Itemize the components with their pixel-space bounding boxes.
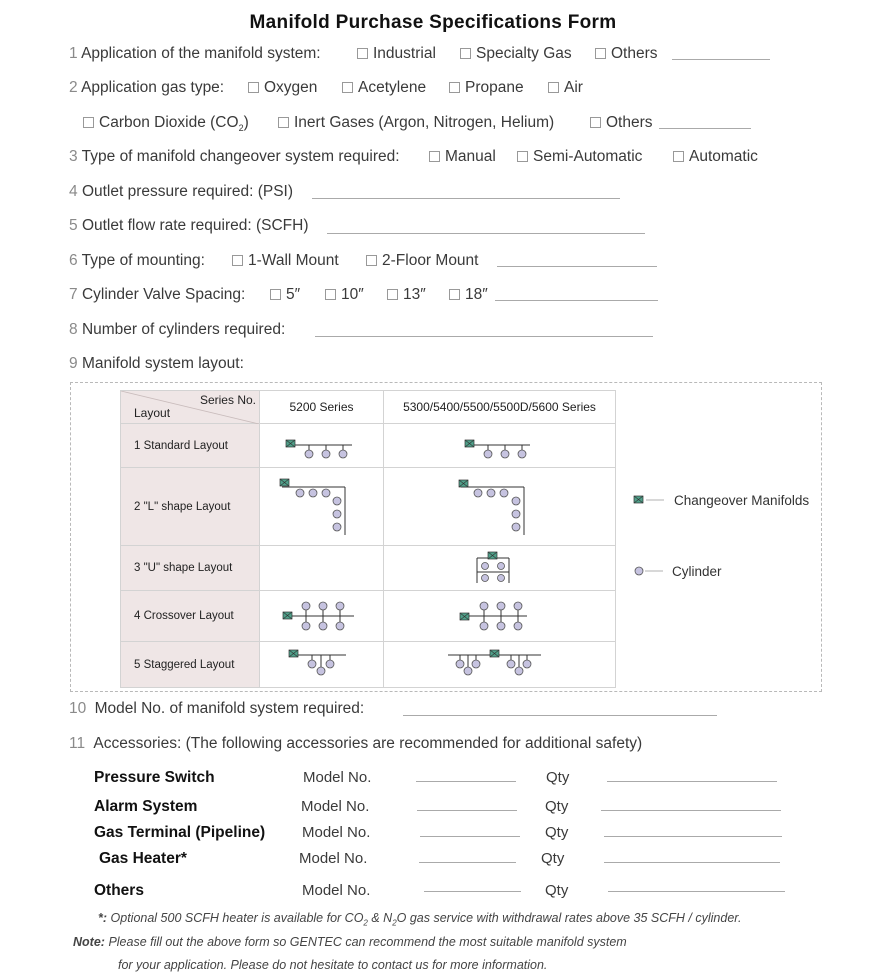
question-label: Outlet flow rate required: (SCFH) <box>81 217 309 234</box>
question-8 <box>69 321 285 339</box>
question-10 <box>69 700 364 718</box>
checkbox[interactable] <box>590 117 601 128</box>
question-number: 6 <box>69 252 78 269</box>
cylinder-icon <box>632 565 668 577</box>
l-shape-layout-icon <box>260 468 383 545</box>
accessory-gas-terminal: Gas Terminal (Pipeline) <box>94 824 266 841</box>
question-number: 3 <box>69 148 78 165</box>
others-fill-line[interactable] <box>672 59 770 60</box>
standard-layout-icon <box>384 424 615 467</box>
others-model-field[interactable] <box>424 891 521 892</box>
diagram-5300-l-shape <box>384 468 616 546</box>
crossover-layout-icon <box>384 591 615 641</box>
question-label: Application of the manifold system: <box>81 45 321 62</box>
checkbox[interactable] <box>429 151 440 162</box>
table-row <box>121 424 616 468</box>
accessory-gas-heater: Gas Heater* <box>99 850 187 867</box>
diagram-5200-crossover <box>260 591 384 642</box>
option-industrial[interactable]: Industrial <box>357 45 436 63</box>
table-row <box>121 468 616 546</box>
outlet-flow-field[interactable] <box>327 233 645 234</box>
diagram-5200-staggered <box>260 642 384 688</box>
pressure-switch-qty-field[interactable] <box>607 781 777 782</box>
question-9 <box>69 355 244 373</box>
question-4 <box>69 183 293 201</box>
col-5200-header: 5200 Series <box>260 391 384 424</box>
diagram-5300-staggered <box>384 642 616 688</box>
cylinders-field[interactable] <box>315 336 653 337</box>
crossover-layout-icon <box>260 591 383 641</box>
gas-heater-qty-field[interactable] <box>604 862 780 863</box>
row-label: 5 Staggered Layout <box>121 642 260 688</box>
checkbox[interactable] <box>232 255 243 266</box>
outlet-pressure-field[interactable] <box>312 198 620 199</box>
question-label: Application gas type: <box>81 79 225 96</box>
corner-cell <box>121 391 260 424</box>
staggered-layout-icon <box>384 642 615 687</box>
alarm-system-model-field[interactable] <box>417 810 517 811</box>
staggered-layout-icon <box>260 642 383 687</box>
question-label: Cylinder Valve Spacing: <box>81 286 246 303</box>
diagram-5300-crossover <box>384 591 616 642</box>
model-no-label: Model No. <box>299 850 368 867</box>
changeover-manifold-icon <box>632 494 668 506</box>
model-number-field[interactable] <box>403 715 717 716</box>
option-propane[interactable]: Propane <box>449 79 524 97</box>
question-label: Number of cylinders required: <box>81 321 286 338</box>
qty-label: Qty <box>546 769 570 786</box>
model-no-label: Model No. <box>302 824 371 841</box>
model-no-label: Model No. <box>303 769 372 786</box>
checkbox[interactable] <box>248 82 259 93</box>
u-shape-layout-icon <box>384 546 615 590</box>
option-spacing-13[interactable]: 13″ <box>387 286 426 304</box>
checkbox[interactable] <box>342 82 353 93</box>
qty-label: Qty <box>541 850 565 867</box>
question-number: 8 <box>69 321 78 338</box>
layout-table <box>120 390 616 688</box>
checkbox[interactable] <box>357 48 368 59</box>
others-qty-field[interactable] <box>608 891 785 892</box>
col-5300-header: 5300/5400/5500/5500D/5600 Series <box>384 391 616 424</box>
question-7 <box>69 286 245 304</box>
question-label: Type of manifold changeover system required: <box>81 148 400 165</box>
question-label: Accessories: (The following accessories are recommended for additional safety) <box>93 735 643 752</box>
table-header-row <box>121 391 616 424</box>
diagram-5200-u-shape <box>260 546 384 591</box>
question-5 <box>69 217 308 235</box>
model-no-label: Model No. <box>301 798 370 815</box>
row-label: 3 "U" shape Layout <box>121 546 260 591</box>
mounting-fill-line[interactable] <box>497 266 657 267</box>
question-3 <box>69 148 400 166</box>
checkbox[interactable] <box>595 48 606 59</box>
gas-terminal-qty-field[interactable] <box>604 836 782 837</box>
row-label: 4 Crossover Layout <box>121 591 260 642</box>
question-number: 9 <box>69 355 78 372</box>
question-number: 7 <box>69 286 78 303</box>
question-number: 1 <box>69 45 78 62</box>
question-11 <box>69 735 642 753</box>
checkbox[interactable] <box>548 82 559 93</box>
table-row <box>121 591 616 642</box>
corner-layout-label: Layout <box>134 406 171 420</box>
l-shape-layout-icon <box>384 468 615 545</box>
checkbox[interactable] <box>366 255 377 266</box>
question-number: 10 <box>69 700 87 717</box>
accessory-alarm-system: Alarm System <box>94 798 198 815</box>
question-2 <box>69 79 224 97</box>
legend-changeover-label: Changeover Manifolds <box>674 493 810 508</box>
question-label: Outlet pressure required: (PSI) <box>81 183 293 200</box>
checkbox[interactable] <box>449 82 460 93</box>
note-line-2: for your application. Please do not hesitate to contact us for more information. <box>118 958 548 972</box>
table-row <box>121 642 616 688</box>
checkbox[interactable] <box>83 117 94 128</box>
option-carbon-dioxide[interactable]: Carbon Dioxide $(CO_2)$ <box>83 114 249 133</box>
corner-series-label: Series No. <box>199 393 256 407</box>
option-acetylene[interactable]: Acetylene <box>342 79 426 97</box>
diagram-5200-l-shape <box>260 468 384 546</box>
qty-label: Qty <box>545 882 569 899</box>
spacing-fill-line[interactable] <box>495 300 658 301</box>
option-floor-mount[interactable]: 2-Floor Mount <box>366 252 478 270</box>
diagram-5200-standard <box>260 424 384 468</box>
row-label: 1 Standard Layout <box>121 424 260 468</box>
checkbox[interactable] <box>387 289 398 300</box>
checkbox[interactable] <box>270 289 281 300</box>
legend-cylinder-label: Cylinder <box>672 564 722 579</box>
question-number: 2 <box>69 79 78 96</box>
option-others[interactable]: Others <box>595 45 658 63</box>
question-label: Manifold system layout: <box>81 355 244 372</box>
option-others-gas[interactable]: Others <box>590 114 653 132</box>
question-label: Model No. of manifold system required: <box>94 700 365 717</box>
qty-label: Qty <box>545 824 569 841</box>
model-no-label: Model No. <box>302 882 371 899</box>
checkbox[interactable] <box>460 48 471 59</box>
option-spacing-18[interactable]: 18″ <box>449 286 488 304</box>
question-label: Type of mounting: <box>81 252 205 269</box>
diagram-5300-u-shape <box>384 546 616 591</box>
qty-label: Qty <box>545 798 569 815</box>
option-semi-automatic[interactable]: Semi-Automatic <box>517 148 642 166</box>
option-air[interactable]: Air <box>548 79 583 97</box>
checkbox[interactable] <box>449 289 460 300</box>
question-1 <box>69 45 321 63</box>
gas-terminal-model-field[interactable] <box>420 836 520 837</box>
others-gas-fill-line[interactable] <box>659 128 751 129</box>
form-title: Manifold Purchase Specifications Form <box>249 12 617 33</box>
pressure-switch-model-field[interactable] <box>416 781 516 782</box>
diagram-5300-standard <box>384 424 616 468</box>
option-oxygen[interactable]: Oxygen <box>248 79 317 97</box>
option-specialty-gas[interactable]: Specialty Gas <box>460 45 572 63</box>
heater-footnote: *: Optional 500 SCFH heater is available for $CO_2$ & $N_2O$ gas service with withdrawal rates above 35 SCFH / cylinder. <box>98 911 742 928</box>
option-inert-gases[interactable]: Inert Gases (Argon, Nitrogen, Helium) <box>278 114 554 132</box>
table-row <box>121 546 616 591</box>
alarm-system-qty-field[interactable] <box>601 810 781 811</box>
question-6 <box>69 252 205 270</box>
checkbox[interactable] <box>673 151 684 162</box>
checkbox[interactable] <box>325 289 336 300</box>
checkbox[interactable] <box>517 151 528 162</box>
accessory-others: Others <box>94 882 144 899</box>
option-automatic[interactable]: Automatic <box>673 148 758 166</box>
question-number: 11 <box>69 735 86 752</box>
checkbox[interactable] <box>278 117 289 128</box>
question-number: 5 <box>69 217 78 234</box>
gas-heater-model-field[interactable] <box>419 862 516 863</box>
option-manual[interactable]: Manual <box>429 148 496 166</box>
standard-layout-icon <box>260 424 383 467</box>
option-spacing-5[interactable]: 5″ <box>270 286 300 304</box>
option-spacing-10[interactable]: 10″ <box>325 286 364 304</box>
note-line-1: Note: Please fill out the above form so GENTEC can recommend the most suitable manifold system <box>73 935 627 949</box>
option-wall-mount[interactable]: 1-Wall Mount <box>232 252 339 270</box>
question-number: 4 <box>69 183 78 200</box>
accessory-pressure-switch: Pressure Switch <box>94 769 215 786</box>
row-label: 2 "L" shape Layout <box>121 468 260 546</box>
